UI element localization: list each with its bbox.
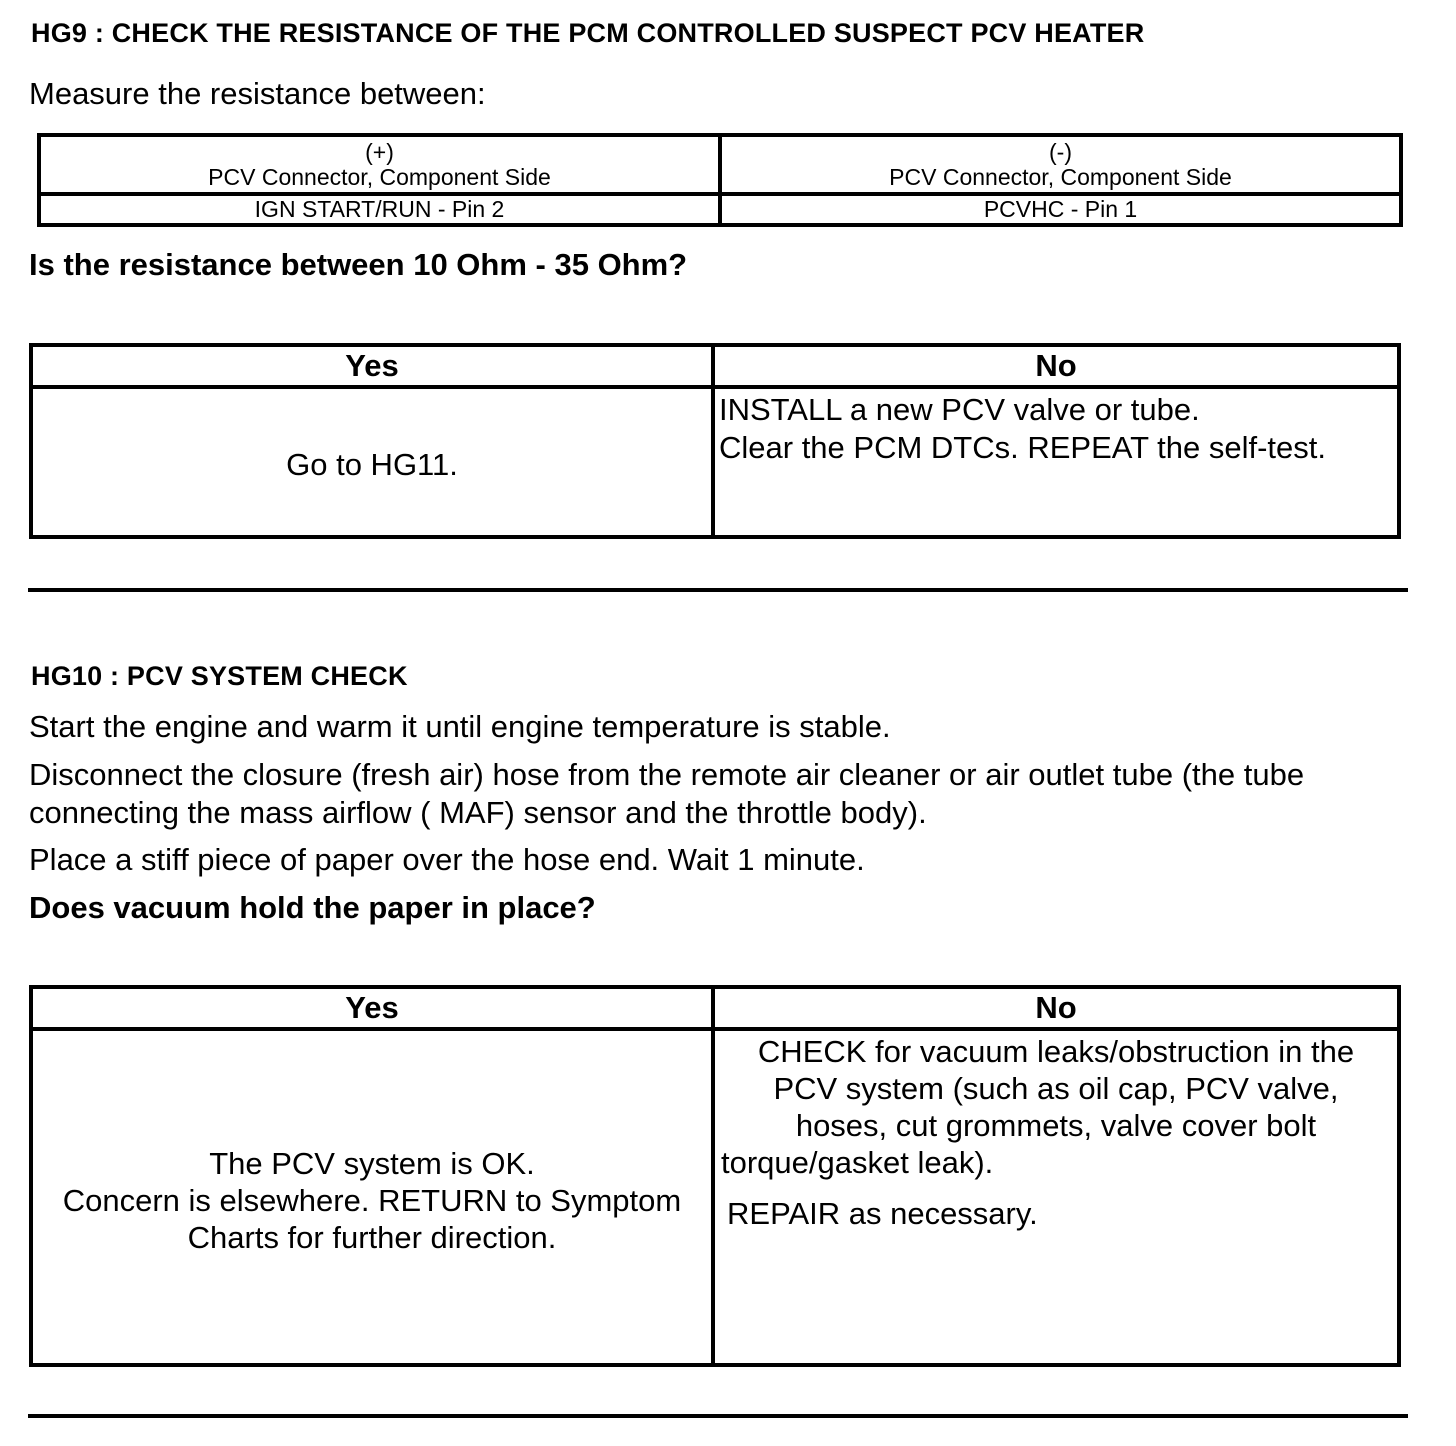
hg10-title: HG10 : PCV SYSTEM CHECK	[31, 661, 408, 691]
hg9-title: HG9 : CHECK THE RESISTANCE OF THE PCM CONTROLLED SUSPECT PCV HEATER	[31, 18, 1145, 48]
hg10-no-line: CHECK for vacuum leaks/obstruction in the	[757, 1034, 1355, 1069]
hg10-yes-line: Charts for further direction.	[187, 1219, 557, 1255]
measure-col2-header	[720, 135, 1401, 194]
hg10-step-3: Place a stiff piece of paper over the hose end. Wait 1 minute.	[29, 842, 865, 877]
section-divider	[28, 588, 1408, 592]
hg10-decision-table	[29, 985, 1401, 1367]
negative-connector-label: PCV Connector, Component Side	[889, 163, 1232, 190]
measurement-table	[37, 133, 1403, 227]
hg10-yes-header: Yes	[31, 987, 713, 1029]
measure-col1-header	[39, 135, 720, 194]
hg9-yes-text: Go to HG11.	[286, 447, 458, 482]
hg9-no-header: No	[713, 345, 1399, 387]
hg10-no-extra: REPAIR as necessary.	[727, 1196, 1038, 1231]
hg10-step-2: Disconnect the closure (fresh air) hose from the remote air cleaner or air outlet tube (the tube connecting the mass airflow ( MAF) sensor and the throttle body).	[29, 757, 1305, 830]
hg10-yes-cell	[31, 1029, 713, 1365]
hg10-yes-line: The PCV system is OK.	[209, 1145, 535, 1181]
hg10-question: Does vacuum hold the paper in place?	[29, 890, 596, 925]
hg9-intro: Measure the resistance between:	[29, 76, 486, 111]
section-divider	[28, 1414, 1408, 1418]
hg9-no-cell	[713, 387, 1399, 537]
hg10-no-line: PCV system (such as oil cap, PCV valve,	[773, 1071, 1339, 1106]
hg9-decision-table	[29, 343, 1401, 539]
hg9-no-line: INSTALL a new PCV valve or tube.	[719, 392, 1200, 427]
hg9-yes-cell	[31, 387, 713, 537]
hg10-no-cell	[713, 1029, 1399, 1365]
measure-col2-value: PCVHC - Pin 1	[720, 194, 1401, 225]
positive-probe-label: (+)	[365, 138, 394, 165]
hg10-no-header: No	[713, 987, 1399, 1029]
hg10-step-1: Start the engine and warm it until engine temperature is stable.	[29, 709, 891, 744]
negative-probe-label: (-)	[1049, 138, 1072, 165]
hg9-yes-header: Yes	[31, 345, 713, 387]
measure-col1-value: IGN START/RUN - Pin 2	[39, 194, 720, 225]
positive-connector-label: PCV Connector, Component Side	[208, 163, 551, 190]
hg10-yes-line: Concern is elsewhere. RETURN to Symptom	[62, 1182, 682, 1218]
hg9-question: Is the resistance between 10 Ohm - 35 Ohm?	[29, 247, 688, 282]
hg9-no-line: Clear the PCM DTCs. REPEAT the self-test.	[719, 430, 1326, 465]
hg10-no-line: hoses, cut grommets, valve cover bolt	[795, 1108, 1317, 1143]
hg10-no-line: torque/gasket leak).	[721, 1145, 994, 1180]
